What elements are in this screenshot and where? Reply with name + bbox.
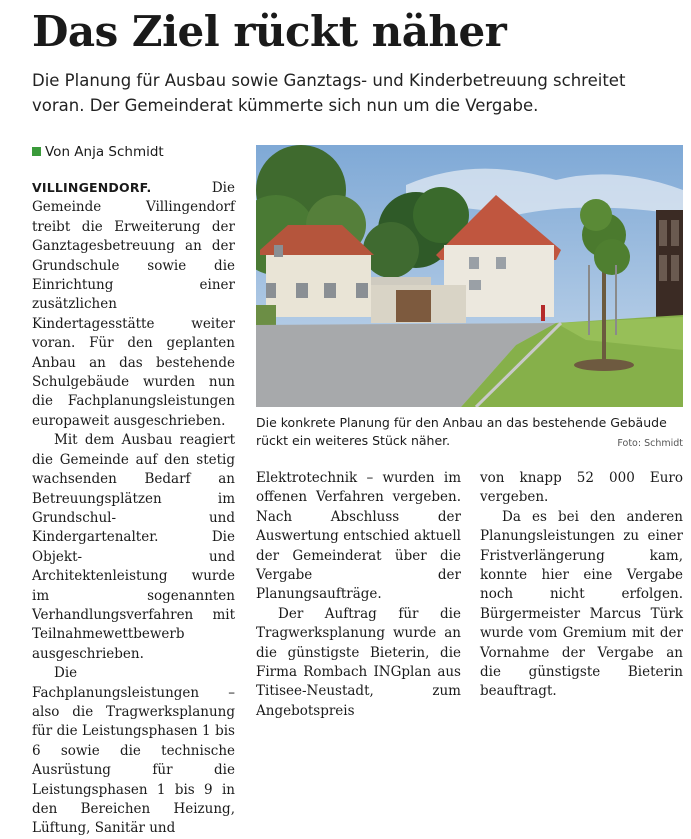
standfirst: Die Planung für Ausbau sowie Ganztags- und Kinderbetreuung schreitet voran. Der Gemeinderat kümmerte sich nun um die Vergabe. — [32, 71, 626, 115]
byline-text: Von Anja Schmidt — [45, 144, 164, 160]
article-photo — [256, 145, 683, 407]
paragraph-1-text: Die Gemeinde Villingendorf treibt die Erweiterung der Ganztagesbetreuung an der Grundschule sowie die Einrichtung einer zusätzlichen Kindertagesstätte weiter voran. Für den geplanten Anbau an das bestehende Schulgebäude wurden nun die Fachplanungsleistungen europaweit ausgeschrieben. — [32, 180, 235, 429]
column-1 — [32, 178, 235, 839]
paragraph-2: Mit dem Ausbau reagiert die Gemeinde auf den stetig wachsenden Bedarf an Betreuungsplätzen im Grundschul- und Kindergartenalter. Die Objekt- und Architektenleistung wurde im sogenannten Verhandlungsverfahren mit Teilnahmewettbewerb ausgeschrieben. — [32, 432, 235, 662]
headline: Das Ziel rückt näher — [32, 7, 507, 56]
dateline: VILLINGENDORF. — [32, 180, 152, 195]
photo-credit: Foto: Schmidt — [617, 438, 683, 449]
paragraph-1 — [32, 178, 235, 431]
column-3 — [480, 469, 683, 702]
photo-caption: Die konkrete Planung für den Anbau an das bestehende Gebäude rückt ein weiteres Stück näher. — [256, 415, 667, 448]
paragraph-3-end: Elektrotechnik – wurden im offenen Verfahren vergeben. Nach Abschluss der Auswertung entschied aktuell der Gemeinderat über die Vergabe der Planungsaufträge. — [256, 470, 461, 603]
paragraph-3-start: Die Fachplanungsleistungen – also die Tragwerksplanung für die Leistungsphasen 1 bis 6 sowie die technische Ausrüstung für die Leistungsphasen 1 bis 9 in den Bereichen Heizung, Lüftung, Sanitär und — [32, 665, 235, 837]
byline-marker-icon — [32, 147, 41, 156]
paragraph-4-start: Der Auftrag für die Tragwerksplanung wurde an die günstigste Bieterin, die Firma Rombach INGplan aus Titisee-Neustadt, zum Angebotspreis — [256, 605, 461, 719]
byline — [32, 143, 164, 161]
column-2 — [256, 469, 461, 721]
paragraph-5: Da es bei den anderen Planungsleistungen zu einer Fristverlängerung kam, konnte hier eine Vergabe noch nicht erfolgen. Bürgermeister Marcus Türk wurde vom Gremium mit der Vornahme der Vergabe an die günstigste Bieterin beauftragt. — [480, 508, 683, 700]
paragraph-4-end: von knapp 52 000 Euro vergeben. — [480, 470, 683, 506]
